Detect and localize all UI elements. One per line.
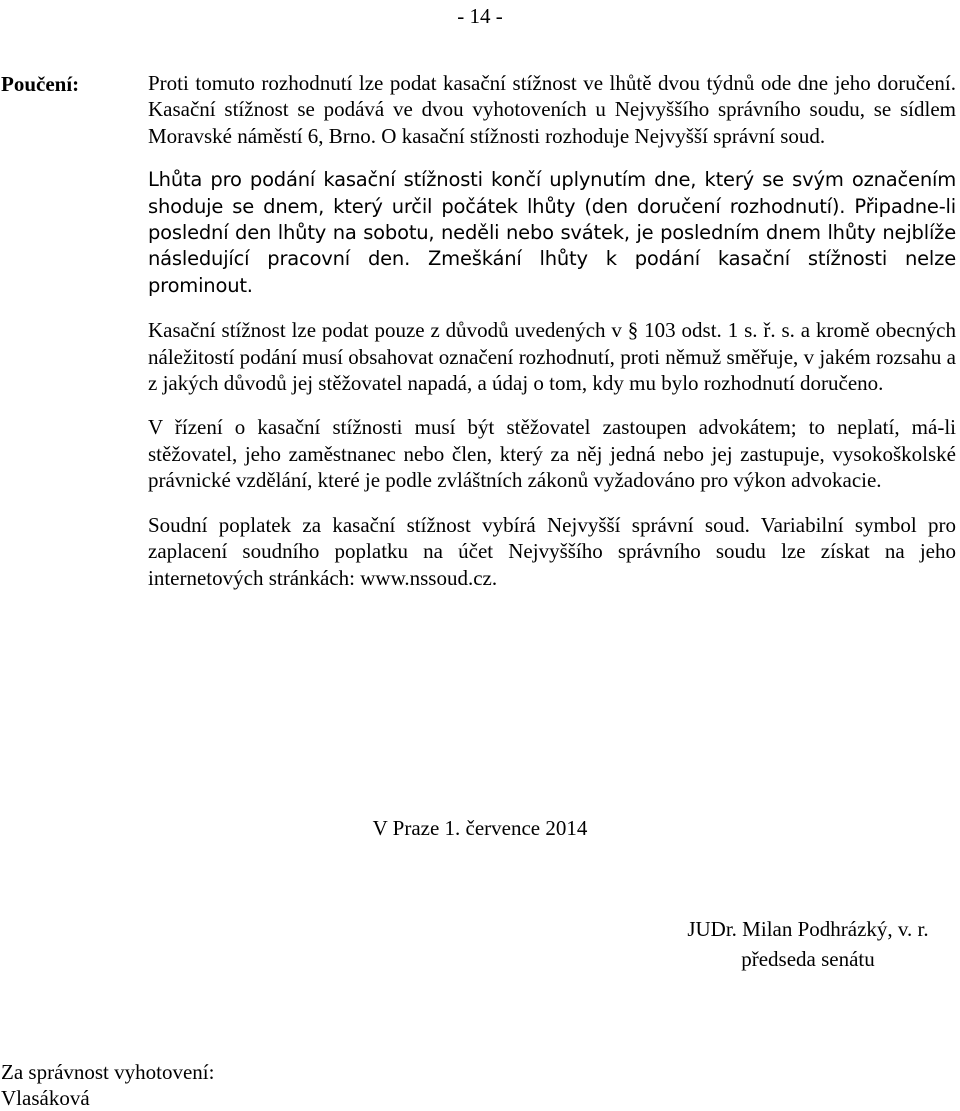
paragraph-appeal-deadline: Proti tomuto rozhodnutí lze podat kasační stížnost ve lhůtě dvou týdnů ode dne jeho doručení. Kasační stížnost se podává ve dvou vyhotoveních u Nejvyššího správního soudu, se sídlem Moravské náměstí 6, Brno. O kasační stížnosti rozhoduje Nejvyšší správní soud. [148,71,956,148]
signature-role: předseda senátu [741,947,875,971]
instruction-body [148,70,956,609]
paragraph-deadline-rules: Lhůta pro podání kasační stížnosti končí uplynutím dne, který se svým označením shoduje se dnem, který určil počátek lhůty (den doručení rozhodnutí). Připadne-li poslední den lhůty na sobotu, neděli nebo svátek, je posledním dnem lhůty nejblíže následující pracovní den. Zmeškání lhůty k podání kasační stížnosti nelze prominout. [148,168,956,297]
date-text: V Praze 1. července 2014 [372,816,588,840]
signature-name: JUDr. Milan Podhrázký, v. r. [687,917,929,941]
paragraph-representation: V řízení o kasační stížnosti musí být stěžovatel zastoupen advokátem; to neplatí, má-li stěžovatel, jeho zaměstnanec nebo člen, který za něj jedná nebo jej zastupuje, vysokoškolské právnické vzdělání, které je podle zvláštních zákonů vyžadováno pro výkon advokacie. [148,415,956,493]
page-number: - 14 - [457,4,503,28]
certifier-name: Vlasáková [1,1086,90,1110]
paragraph-court-fee: Soudní poplatek za kasační stížnost vybírá Nejvyšší správní soud. Variabilní symbol pro zaplacení soudního poplatku na účet Nejvyššího správního soudu lze získat na jeho internetových stránkách: www.nssoud.cz. [148,512,956,590]
paragraph-appeal-grounds: Kasační stížnost lze podat pouze z důvodů uvedených v § 103 odst. 1 s. ř. s. a kromě obecných náležitostí podání musí obsahovat označení rozhodnutí, proti němuž směřuje, v jakém rozsahu a z jakých důvodů jej stěžovatel napadá, a údaj o tom, kdy mu bylo rozhodnutí doručeno. [148,318,956,396]
date-line [0,815,960,841]
signature-block [653,914,960,974]
instruction-label: Poučení: [1,72,80,96]
certification-label: Za správnost vyhotovení: [1,1060,215,1084]
certification-footer [1,1059,214,1111]
